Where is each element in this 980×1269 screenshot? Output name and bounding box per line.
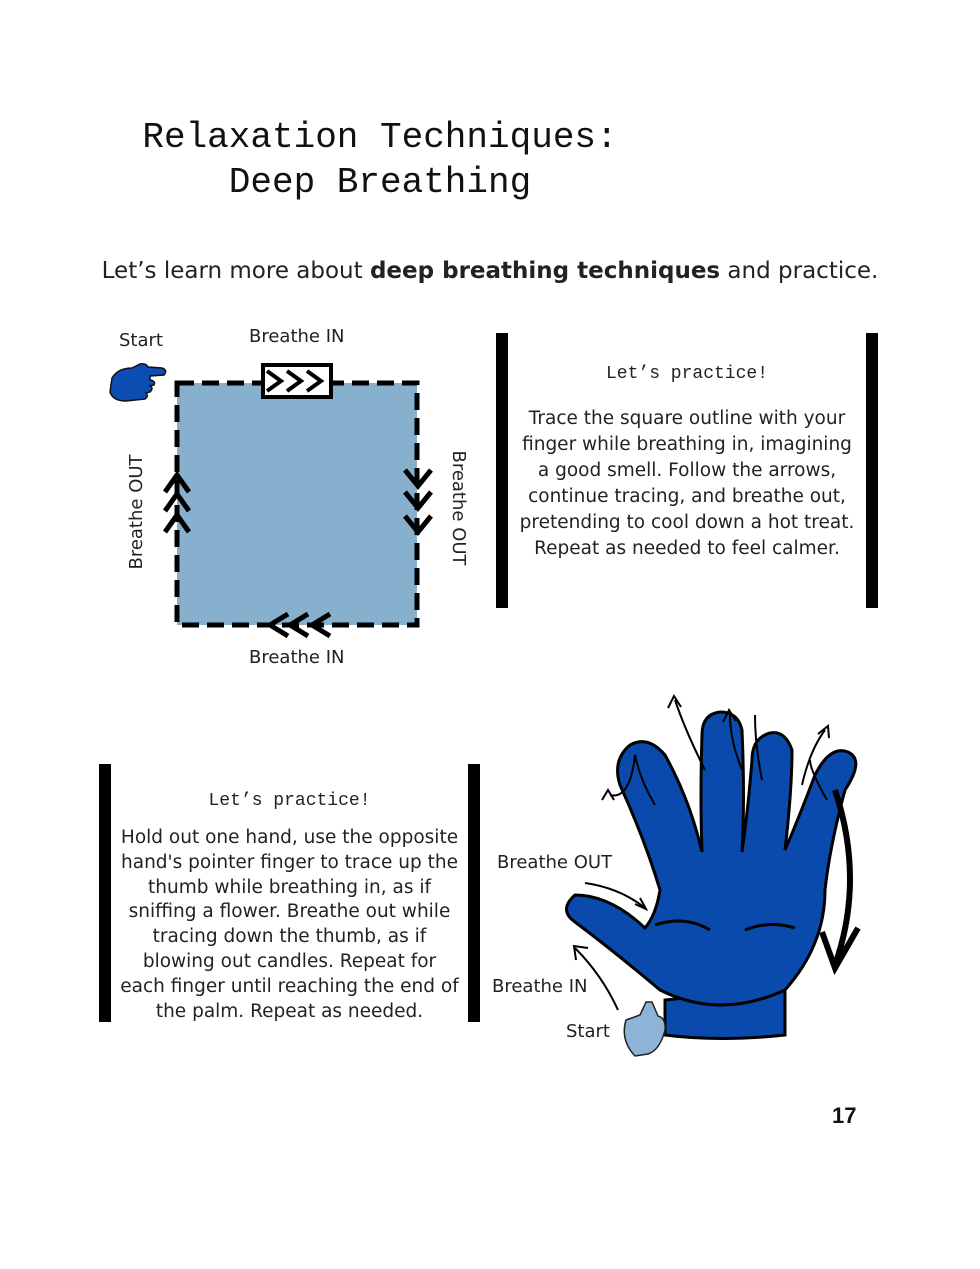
intro-text-before: Let’s learn more about [101,258,370,284]
square-breathing-diagram [0,320,490,680]
pointer-finger-icon [624,1002,665,1056]
square-box-right-bar [866,333,878,608]
square-box-text: Trace the square outline with your finger while breathing in, imagining a good smell. Follow the arrows, continue tracing, and breathe out, pretending to cool down a hot treat. Repeat as needed to feel calmer. [519,408,855,559]
square-top-label: Breathe IN [249,326,345,347]
open-hand-icon [567,712,856,1039]
page-number: 17 [832,1103,857,1128]
hand-diagram-graphic [480,690,880,1070]
square-bottom-label: Breathe IN [249,647,345,668]
page-title-line-1: Relaxation Techniques: [142,117,618,158]
hand-breathing-diagram [480,690,880,1070]
pointing-hand-icon [110,364,166,401]
hand-breathe-in-label: Breathe IN [492,976,588,997]
hand-box-right-bar [468,764,480,1022]
page-title-line-2: Deep Breathing [228,162,532,203]
breathing-square [177,383,417,625]
hand-box-left-bar [99,764,111,1022]
square-box-heading: Let’s practice! [605,364,769,384]
square-box-left-bar [496,333,508,608]
hand-start-label: Start [566,1021,610,1042]
page-title [0,115,760,205]
square-left-label: Breathe OUT [126,454,147,570]
intro-sentence [0,258,980,284]
intro-text-after: and practice. [720,258,879,284]
square-right-label: Breathe OUT [448,450,469,566]
intro-text-bold: deep breathing techniques [369,258,721,284]
top-arrows-icon [263,365,331,397]
square-start-label: Start [119,330,163,351]
hand-box-heading: Let’s practice! [208,791,371,811]
hand-box-text: Hold out one hand, use the opposite hand's pointer finger to trace up the thumb while breathing in, as if sniffing a flower. Breathe out while tracing down the thumb, as if blowing out candles. Repeat for each finger until reaching the end of the palm. Repeat as needed. [120,827,459,1022]
square-diagram-graphic [0,320,490,680]
hand-breathe-out-label: Breathe OUT [497,852,613,873]
